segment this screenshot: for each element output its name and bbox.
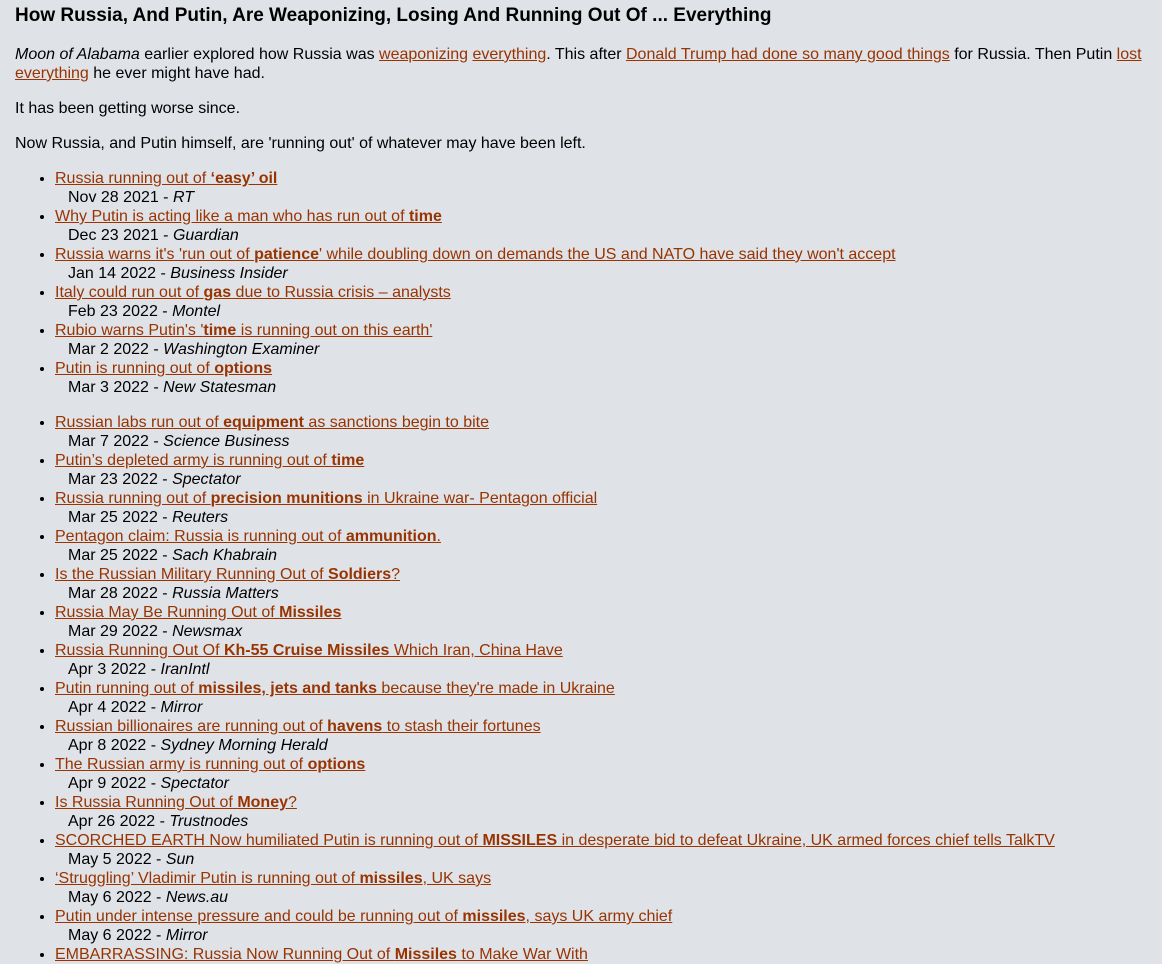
headline-text: Italy could run out of [55,284,204,301]
list-item [55,169,1147,207]
headline-meta [55,622,1147,641]
headline-meta [55,508,1147,527]
headline-meta [55,226,1147,245]
headline-link[interactable] [55,528,441,545]
headline-text-end: , says UK army chief [525,908,673,925]
headline-keyword: time [408,208,442,225]
headline-text: EMBARRASSING: Russia Now Running Out of [55,946,395,963]
headline-text-end: due to Russia crisis – analysts [231,284,451,301]
headline-text: Russia running out of [55,490,211,507]
list-item [55,831,1147,869]
page-title: How Russia, And Putin, Are Weaponizing, Losing And Running Out Of ... Everything [15,5,772,26]
headline-keyword: time [203,322,237,339]
headline-date: Mar 25 2022 - [68,509,173,526]
intro-text-3: . This after [546,46,626,63]
headline-date: Mar 23 2022 - [68,471,173,488]
headline-source: Reuters [172,509,229,526]
headline-keyword: missiles, jets and tanks [198,680,377,697]
headline-keyword: options [307,756,366,773]
headline-text: Russia May Be Running Out of [55,604,280,621]
headline-text: Rubio warns Putin's ' [55,322,204,339]
headline-text-end: in desperate bid to defeat Ukraine, UK armed forces chief tells TalkTV [557,832,1055,849]
headline-date: Mar 7 2022 - [68,433,164,450]
paragraph-running-out: Now Russia, and Putin himself, are 'running out' of whatever may have been left. [15,135,586,152]
headline-meta [55,698,1147,717]
headline-date: Mar 25 2022 - [68,547,173,564]
list-item [55,527,1147,565]
headline-source: New Statesman [163,379,277,396]
headline-meta [55,432,1147,451]
headline-list [15,169,1147,964]
headline-source: Science Business [163,433,290,450]
headline-meta [55,736,1147,755]
headline-text: Putin under intense pressure and could be running out of [55,908,463,925]
headline-source: Russia Matters [172,585,279,602]
headline-keyword: time [331,452,365,469]
headline-link[interactable] [55,246,896,263]
headline-source: Montel [172,303,221,320]
headline-meta [55,340,1147,359]
headline-keyword: gas [203,284,232,301]
list-item [55,283,1147,321]
headline-text-end: . [436,528,441,545]
headline-source: Newsmax [172,623,243,640]
list-item [55,869,1147,907]
headline-link[interactable] [55,604,341,621]
list-item [55,245,1147,283]
headline-date: Feb 23 2022 - [68,303,173,320]
link-weaponizing[interactable]: weaponizing [379,46,468,63]
headline-source: Sach Khabrain [172,547,278,564]
headline-meta [55,470,1147,489]
headline-text: Russian labs run out of [55,414,224,431]
intro-text-1: earlier explored how Russia was [139,46,380,63]
paragraph-worse: It has been getting worse since. [15,100,241,117]
list-item [55,565,1147,603]
list-item [55,679,1147,717]
headline-keyword: patience [254,246,319,263]
headline-link[interactable] [55,946,588,963]
link-everything[interactable]: everything [472,46,547,63]
headline-keyword: equipment [223,414,304,431]
headline-date: May 5 2022 - [68,851,166,868]
headline-meta [55,378,1147,397]
headline-text-end: to Make War With [456,946,588,963]
headline-text: SCORCHED EARTH Now humiliated Putin is running out of [55,832,483,849]
headline-meta [55,584,1147,603]
headline-source: Mirror [160,699,203,716]
headline-source: RT [172,189,194,206]
headline-date: Apr 26 2022 - [68,813,170,830]
headline-date: Mar 29 2022 - [68,623,173,640]
headline-meta [55,302,1147,321]
list-item [55,321,1147,359]
headline-link[interactable] [55,718,541,735]
headline-text: ‘Struggling’ Vladimir Putin is running out of [55,870,360,887]
headline-text: Russia warns it's 'run out of [55,246,255,263]
headline-date: Mar 3 2022 - [68,379,164,396]
headline-text: Russia running out of [55,170,211,187]
headline-date: Apr 4 2022 - [68,699,161,716]
headline-source: Spectator [172,471,241,488]
headline-date: Dec 23 2021 - [68,227,173,244]
headline-text-end: is running out on this earth' [236,322,433,339]
headline-text: Pentagon claim: Russia is running out of [55,528,346,545]
headline-meta [55,546,1147,565]
headline-link[interactable] [55,642,563,659]
headline-meta [55,926,1147,945]
headline-text: Why Putin is acting like a man who has run out of [55,208,409,225]
headline-link[interactable] [55,208,442,225]
headline-text: The Russian army is running out of [55,756,308,773]
intro-paragraph [15,45,1147,83]
headline-keyword: ‘easy’ oil [210,170,278,187]
list-item [55,717,1147,755]
moa-name: Moon of Alabama [15,46,140,63]
list-item [55,603,1147,641]
list-item [55,413,1147,451]
headline-keyword: options [214,360,272,377]
headline-text-end: ? [287,794,297,811]
intro-text-4: for Russia. Then Putin [949,46,1117,63]
headline-meta [55,660,1147,679]
headline-source: Sun [165,851,195,868]
headline-text-end: , UK says [422,870,492,887]
headline-keyword: Kh-55 Cruise Missiles [223,642,390,659]
list-item [55,793,1147,831]
headline-keyword: Money [237,794,288,811]
headline-source: News.au [165,889,229,906]
headline-link[interactable] [55,360,272,377]
headline-text: Putin’s depleted army is running out of [55,452,332,469]
headline-link[interactable] [55,452,364,469]
headline-text: Putin is running out of [55,360,215,377]
headline-date: Jan 14 2022 - [68,265,171,282]
headline-source: Sydney Morning Herald [160,737,328,754]
headline-text-end: as sanctions begin to bite [303,414,489,431]
headline-text: Is the Russian Military Running Out of [55,566,329,583]
headline-link[interactable] [55,566,400,583]
headline-text-end: to stash their fortunes [382,718,541,735]
headline-text: Russia Running Out Of [55,642,224,659]
headline-meta [55,850,1147,869]
headline-text: Russian billionaires are running out of [55,718,328,735]
headline-date: Apr 9 2022 - [68,775,161,792]
headline-source: Guardian [172,227,239,244]
list-item [55,755,1147,793]
headline-keyword: missiles [359,870,423,887]
headline-link[interactable] [55,794,297,811]
list-item [55,945,1147,964]
headline-text-end: in Ukraine war- Pentagon official [362,490,598,507]
headline-text-end: Which Iran, China Have [389,642,563,659]
headline-keyword: ammunition [345,528,437,545]
headline-link[interactable] [55,908,672,925]
headline-source: Spectator [160,775,229,792]
headline-source: Washington Examiner [163,341,320,358]
headline-keyword: Missiles [394,946,457,963]
headline-keyword: missiles [462,908,526,925]
headline-link[interactable] [55,414,489,431]
list-item [55,641,1147,679]
headline-source: Mirror [165,927,208,944]
headline-text-end: ' while doubling down on demands the US and NATO have said they won't accept [319,246,896,263]
headline-date: May 6 2022 - [68,927,166,944]
list-item [55,207,1147,245]
headline-text: Is Russia Running Out of [55,794,238,811]
headline-date: Mar 28 2022 - [68,585,173,602]
headline-date: Apr 3 2022 - [68,661,161,678]
headline-meta [55,774,1147,793]
headline-date: Nov 28 2021 - [68,189,173,206]
headline-meta [55,888,1147,907]
headline-keyword: precision munitions [210,490,363,507]
link-trump-good-things[interactable]: Donald Trump had done so many good things [626,46,950,63]
headline-source: Business Insider [170,265,288,282]
headline-link[interactable] [55,870,491,887]
headline-link[interactable] [55,170,277,187]
headline-date: May 6 2022 - [68,889,166,906]
headline-keyword: havens [327,718,383,735]
headline-link[interactable] [55,284,451,301]
headline-source: IranIntl [160,661,210,678]
headline-text-end: ? [391,566,401,583]
intro-text-5: he ever might have had. [88,65,265,82]
headline-link[interactable] [55,680,615,697]
headline-meta [55,264,1147,283]
headline-link[interactable] [55,832,1055,849]
headline-meta [55,188,1147,207]
list-item [55,489,1147,527]
headline-link[interactable] [55,490,597,507]
headline-keyword: MISSILES [482,832,558,849]
headline-date: Mar 2 2022 - [68,341,164,358]
headline-keyword: Soldiers [328,566,392,583]
headline-link[interactable] [55,756,365,773]
link-lost-everything[interactable]: lost everything [15,46,1142,82]
headline-date: Apr 8 2022 - [68,737,161,754]
list-item [55,907,1147,945]
headline-text: Putin running out of [55,680,199,697]
headline-text-end: because they're made in Ukraine [376,680,615,697]
headline-source: Trustnodes [169,813,249,830]
headline-link[interactable] [55,322,432,339]
list-item [55,451,1147,489]
list-item [55,359,1147,397]
headline-meta [55,812,1147,831]
headline-keyword: Missiles [279,604,342,621]
